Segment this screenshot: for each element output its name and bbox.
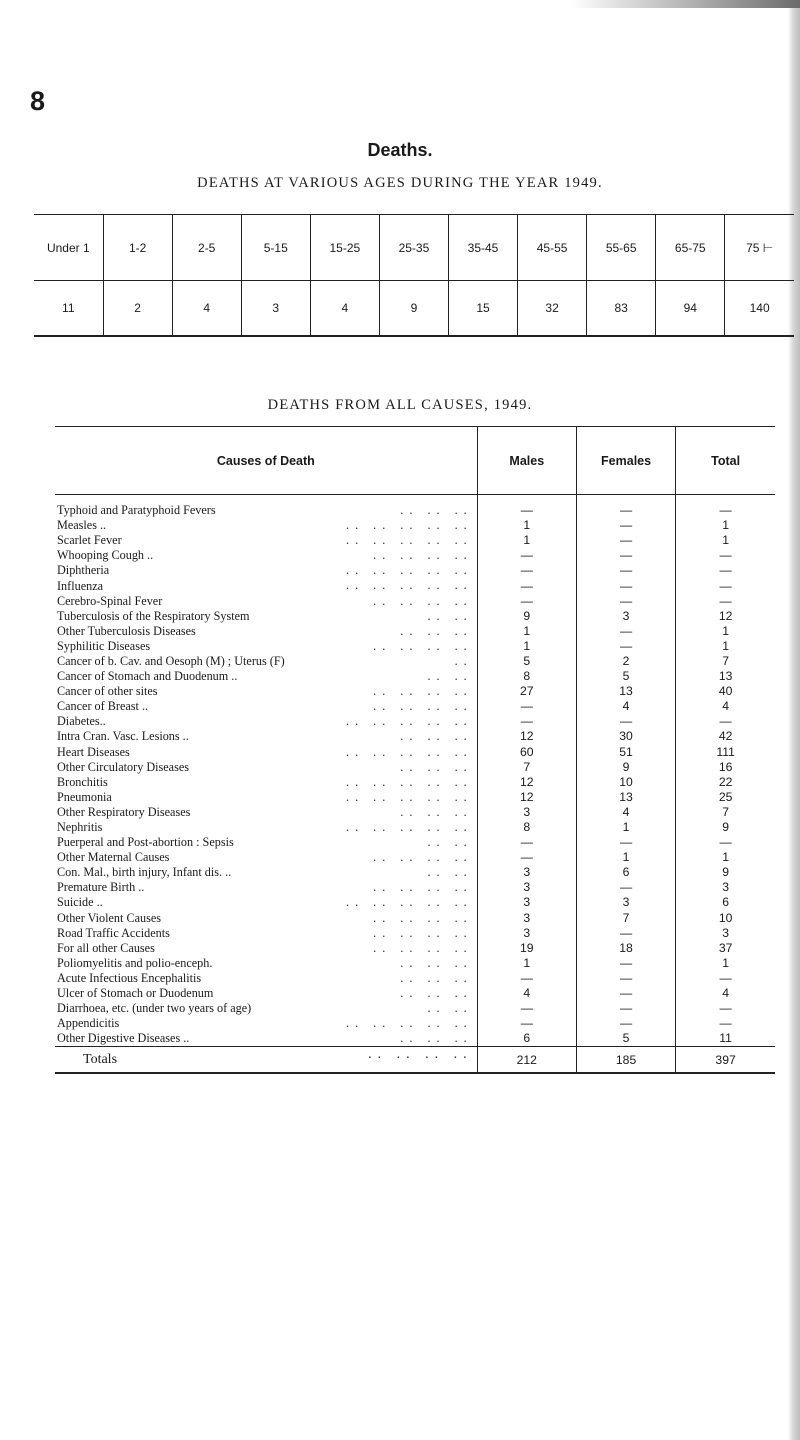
cell-total: 13: [676, 669, 775, 684]
age-group-header: 25-35: [379, 215, 448, 281]
leader-dots: .. .. ..: [396, 986, 472, 1001]
cell-total: 3: [676, 926, 775, 941]
cell-total: 1: [676, 518, 775, 533]
table-row: [55, 654, 775, 669]
cause-label: Diabetes..: [57, 714, 106, 729]
cell-males: 3: [477, 895, 576, 910]
cause-label: Intra Cran. Vasc. Lesions ..: [57, 729, 189, 744]
cell-females: 4: [576, 805, 675, 820]
cause-cell: [55, 971, 477, 986]
cause-cell: [55, 790, 477, 805]
leader-dots: .. .. ..: [396, 760, 472, 775]
cause-cell: [55, 669, 477, 684]
table-row: [55, 850, 775, 865]
cause-cell: [55, 503, 477, 518]
cause-label: Other Violent Causes: [57, 910, 161, 925]
cause-cell: [55, 941, 477, 956]
cause-cell: [55, 895, 477, 910]
cell-total: 10: [676, 911, 775, 926]
cause-cell: [55, 880, 477, 895]
cell-males: 1: [477, 624, 576, 639]
cause-cell: [55, 639, 477, 654]
cause-label: Poliomyelitis and polio-enceph.: [57, 955, 213, 970]
cell-total: —: [676, 1001, 775, 1016]
cell-females: —: [576, 624, 675, 639]
cell-females: —: [576, 835, 675, 850]
cell-females: —: [576, 533, 675, 548]
cause-label: Influenza: [57, 578, 104, 593]
cell-females: —: [576, 1001, 675, 1016]
age-group-count-row: [34, 281, 794, 336]
cause-label: Other Digestive Diseases ..: [57, 1031, 190, 1046]
totals-label-cell: [55, 1047, 477, 1073]
cause-cell: [55, 684, 477, 699]
age-group-count: 15: [448, 281, 517, 336]
header-total: Total: [676, 427, 775, 495]
header-males: Males: [477, 427, 576, 495]
cell-females: 1: [576, 850, 675, 865]
leader-dots: .. .. .. .. ..: [342, 1016, 473, 1031]
age-group-count: 83: [587, 281, 656, 336]
age-group-count: 140: [725, 281, 794, 336]
cause-label: Measles ..: [57, 518, 107, 533]
cause-label: Appendicitis: [57, 1016, 120, 1031]
leader-dots: .. .. .. ..: [369, 699, 473, 714]
cell-total: —: [676, 594, 775, 609]
cause-label: Premature Birth ..: [57, 880, 145, 895]
cause-cell: [55, 835, 477, 850]
cell-females: 13: [576, 790, 675, 805]
cause-label: Cancer of other sites: [57, 684, 158, 699]
table-row: [55, 639, 775, 654]
cell-total: —: [676, 578, 775, 593]
cell-females: 1: [576, 820, 675, 835]
cell-females: 10: [576, 775, 675, 790]
cell-females: 2: [576, 654, 675, 669]
cause-label: For all other Causes: [57, 940, 155, 955]
cause-label: Other Circulatory Diseases: [57, 759, 189, 774]
table-row: [55, 1001, 775, 1016]
leader-dots: .. .. .. .. ..: [342, 714, 473, 729]
table-row: [55, 533, 775, 548]
cell-females: 9: [576, 760, 675, 775]
cell-males: 12: [477, 729, 576, 744]
cell-total: 1: [676, 639, 775, 654]
age-group-count: 4: [310, 281, 379, 336]
cell-females: —: [576, 563, 675, 578]
leader-dots: .. .. .. .. ..: [342, 820, 473, 835]
age-group-header: 75 ⊢: [725, 215, 794, 281]
table-row: [55, 669, 775, 684]
cause-cell: [55, 714, 477, 729]
table-row: [55, 563, 775, 578]
cause-label: Typhoid and Paratyphoid Fevers: [57, 503, 216, 518]
cell-males: —: [477, 1001, 576, 1016]
table-row: [55, 895, 775, 910]
cell-males: —: [477, 971, 576, 986]
age-group-header: 2-5: [172, 215, 241, 281]
table-row: [55, 760, 775, 775]
age-group-count: 9: [379, 281, 448, 336]
cause-label: Other Tuberculosis Diseases: [57, 623, 196, 638]
cell-females: —: [576, 714, 675, 729]
cell-males: 8: [477, 820, 576, 835]
cause-label: Road Traffic Accidents: [57, 925, 170, 940]
cell-males: —: [477, 835, 576, 850]
age-group-header: 1-2: [103, 215, 172, 281]
cell-females: —: [576, 956, 675, 971]
cause-label: Cancer of b. Cav. and Oesoph (M) ; Uterus (F): [57, 653, 285, 668]
header-cause: Causes of Death: [216, 453, 315, 468]
cell-females: —: [576, 986, 675, 1001]
cell-males: —: [477, 503, 576, 518]
cause-cell: [55, 654, 477, 669]
cell-total: 7: [676, 654, 775, 669]
table-row: [55, 805, 775, 820]
totals-total: 397: [676, 1047, 775, 1073]
cause-cell: [55, 533, 477, 548]
age-group-header: 45-55: [518, 215, 587, 281]
cell-females: 5: [576, 669, 675, 684]
cell-females: 13: [576, 684, 675, 699]
cause-label: Diphtheria: [57, 563, 110, 578]
cause-label: Diarrhoea, etc. (under two years of age): [57, 1001, 252, 1016]
age-group-header: 65-75: [656, 215, 725, 281]
age-group-count: 2: [103, 281, 172, 336]
cell-females: —: [576, 548, 675, 563]
table-row: [55, 971, 775, 986]
leader-dots: .. .. ..: [396, 1031, 472, 1046]
cell-total: —: [676, 971, 775, 986]
age-group-header: Under 1: [46, 240, 90, 255]
cell-total: 42: [676, 729, 775, 744]
cell-males: 1: [477, 639, 576, 654]
cause-cell: [55, 775, 477, 790]
leader-dots: .. .. .. ..: [369, 926, 473, 941]
cause-cell: [55, 563, 477, 578]
leader-dots: .. .. .. ..: [369, 880, 473, 895]
cell-total: —: [676, 835, 775, 850]
table-row: [55, 594, 775, 609]
table-row: [55, 926, 775, 941]
totals-females: 185: [576, 1047, 675, 1073]
ages-table-heading: DEATHS AT VARIOUS AGES DURING THE YEAR 1949.: [197, 175, 603, 191]
cell-total: 16: [676, 760, 775, 775]
cell-males: 9: [477, 609, 576, 624]
leader-dots: .. .. .. .. ..: [342, 895, 473, 910]
leader-dots: .. .. .. ..: [369, 548, 473, 563]
age-group-count: 4: [172, 281, 241, 336]
cell-males: —: [477, 594, 576, 609]
cell-total: 6: [676, 895, 775, 910]
table-row: [55, 624, 775, 639]
cause-cell: [55, 1016, 477, 1031]
cell-females: 18: [576, 941, 675, 956]
cell-males: 3: [477, 865, 576, 880]
age-group-header: 35-45: [448, 215, 517, 281]
table-row: [55, 518, 775, 533]
table-row: [55, 865, 775, 880]
cell-males: —: [477, 714, 576, 729]
cell-total: 11: [676, 1031, 775, 1047]
causes-table-body: [55, 495, 775, 1047]
table-row: [55, 699, 775, 714]
cause-cell: [55, 699, 477, 714]
leader-dots: .. ..: [423, 669, 472, 684]
cause-label: Con. Mal., birth injury, Infant dis. ..: [57, 865, 232, 880]
cell-males: 19: [477, 941, 576, 956]
leader-dots: .. .. ..: [396, 729, 472, 744]
leader-dots: .. .. ..: [396, 624, 472, 639]
table-row: [55, 790, 775, 805]
table-row: [55, 835, 775, 850]
cause-label: Other Respiratory Diseases: [57, 804, 191, 819]
cause-label: Whooping Cough ..: [57, 548, 154, 563]
cell-males: 3: [477, 805, 576, 820]
cell-females: 7: [576, 911, 675, 926]
leader-dots: ..: [451, 654, 473, 669]
cell-total: —: [676, 1016, 775, 1031]
table-spacer: [55, 495, 775, 504]
table-row: [55, 609, 775, 624]
cause-cell: [55, 624, 477, 639]
cell-females: —: [576, 594, 675, 609]
table-row: [55, 503, 775, 518]
cell-total: —: [676, 563, 775, 578]
cell-males: 3: [477, 926, 576, 941]
leader-dots: .. .. .. ..: [369, 684, 473, 699]
cell-females: —: [576, 926, 675, 941]
cell-total: 1: [676, 624, 775, 639]
leader-dots: .. .. .. .. ..: [342, 533, 473, 548]
leader-dots: .. .. ..: [396, 805, 472, 820]
cause-label: Syphilitic Diseases: [57, 638, 151, 653]
cause-label: Ulcer of Stomach or Duodenum: [57, 986, 214, 1001]
table-row: [55, 548, 775, 563]
leader-dots: .. .. .. ..: [369, 941, 473, 956]
leader-dots: .. .. .. ..: [369, 639, 473, 654]
cause-label: Bronchitis: [57, 774, 108, 789]
age-group-header: 5-15: [241, 215, 310, 281]
cause-cell: [55, 986, 477, 1001]
table-row: [55, 911, 775, 926]
leader-dots: .. .. .. .. ..: [342, 745, 473, 760]
cause-label: Heart Diseases: [57, 744, 130, 759]
page-title: Deaths.: [367, 140, 433, 160]
cause-cell: [55, 850, 477, 865]
cell-males: 5: [477, 654, 576, 669]
cell-total: 9: [676, 865, 775, 880]
age-group-count: 94: [656, 281, 725, 336]
cell-total: 1: [676, 533, 775, 548]
cell-females: —: [576, 578, 675, 593]
cell-females: 3: [576, 609, 675, 624]
cell-total: 7: [676, 805, 775, 820]
cell-males: 12: [477, 775, 576, 790]
cause-cell: [55, 805, 477, 820]
table-row: [55, 941, 775, 956]
cause-label: Puerperal and Post-abortion : Sepsis: [57, 835, 234, 850]
table-row: [55, 578, 775, 593]
cause-cell: [55, 911, 477, 926]
cell-total: 4: [676, 986, 775, 1001]
cell-females: 6: [576, 865, 675, 880]
cell-males: —: [477, 563, 576, 578]
leader-dots: .. ..: [423, 609, 472, 624]
cell-total: —: [676, 548, 775, 563]
cause-label: Cancer of Stomach and Duodenum ..: [57, 669, 238, 684]
leader-dots: .. .. .. ..: [369, 594, 473, 609]
cell-females: —: [576, 1016, 675, 1031]
deaths-by-age-table: [34, 214, 794, 337]
table-row: [55, 745, 775, 760]
cell-females: —: [576, 503, 675, 518]
cause-label: Acute Infectious Encephalitis: [57, 970, 202, 985]
table-row: [55, 729, 775, 744]
cause-label: Other Maternal Causes: [57, 850, 170, 865]
cell-males: 27: [477, 684, 576, 699]
cell-males: —: [477, 850, 576, 865]
cell-females: —: [576, 880, 675, 895]
age-group-count: 11: [62, 300, 75, 315]
cell-females: 5: [576, 1031, 675, 1047]
causes-table-heading: DEATHS FROM ALL CAUSES, 1949.: [267, 397, 533, 413]
table-row: [55, 775, 775, 790]
cell-females: —: [576, 639, 675, 654]
cell-males: —: [477, 699, 576, 714]
cell-males: 3: [477, 880, 576, 895]
cause-cell: [55, 578, 477, 593]
cause-cell: [55, 926, 477, 941]
cell-males: 4: [477, 986, 576, 1001]
cause-label: Scarlet Fever: [57, 533, 122, 548]
page-number: 8: [30, 86, 46, 116]
cause-label: Tuberculosis of the Respiratory System: [57, 608, 250, 623]
cell-total: 3: [676, 880, 775, 895]
cell-males: 1: [477, 956, 576, 971]
cell-females: 51: [576, 745, 675, 760]
cell-males: 60: [477, 745, 576, 760]
cell-females: —: [576, 971, 675, 986]
cell-total: 1: [676, 956, 775, 971]
cell-males: 3: [477, 911, 576, 926]
cell-females: 4: [576, 699, 675, 714]
age-group-header: 15-25: [310, 215, 379, 281]
leader-dots: .. ..: [423, 1001, 472, 1016]
cell-males: —: [477, 1016, 576, 1031]
cell-males: 8: [477, 669, 576, 684]
cell-total: 40: [676, 684, 775, 699]
header-females: Females: [576, 427, 675, 495]
totals-males: 212: [477, 1047, 576, 1073]
deaths-by-cause-table: [55, 426, 775, 1074]
cell-total: 22: [676, 775, 775, 790]
causes-header-row: [55, 427, 775, 495]
cause-label: Suicide ..: [57, 895, 103, 910]
table-row: [55, 684, 775, 699]
totals-row: [55, 1047, 775, 1073]
cell-females: —: [576, 518, 675, 533]
cell-total: —: [676, 503, 775, 518]
age-group-header: 55-65: [587, 215, 656, 281]
leader-dots: .. .. .. .. ..: [342, 775, 473, 790]
leader-dots: .. .. ..: [396, 503, 472, 518]
cell-total: 12: [676, 609, 775, 624]
cause-cell: [55, 865, 477, 880]
table-row: [55, 986, 775, 1001]
cause-cell: [55, 956, 477, 971]
leader-dots: .. .. .. .. ..: [342, 790, 473, 805]
leader-dots: .. .. ..: [396, 956, 472, 971]
cause-cell: [55, 1001, 477, 1016]
table-row: [55, 820, 775, 835]
cell-males: 12: [477, 790, 576, 805]
cell-total: 1: [676, 850, 775, 865]
cell-total: 9: [676, 820, 775, 835]
cell-females: 30: [576, 729, 675, 744]
cell-males: 1: [477, 533, 576, 548]
leader-dots: .. .. .. .. ..: [342, 518, 473, 533]
cause-cell: [55, 518, 477, 533]
cell-males: —: [477, 578, 576, 593]
age-group-count: 3: [241, 281, 310, 336]
totals-label: Totals: [83, 1051, 118, 1067]
table-row: [55, 1031, 775, 1047]
leader-dots: .. .. .. ..: [364, 1047, 473, 1063]
scan-top-edge: [570, 0, 800, 8]
table-row: [55, 1016, 775, 1031]
cause-label: Cerebro-Spinal Fever: [57, 593, 163, 608]
cause-label: Nephritis: [57, 820, 103, 835]
cause-cell: [55, 820, 477, 835]
leader-dots: .. .. ..: [396, 971, 472, 986]
table-row: [55, 714, 775, 729]
leader-dots: .. .. .. ..: [369, 911, 473, 926]
cell-males: 1: [477, 518, 576, 533]
cause-cell: [55, 594, 477, 609]
cell-males: 6: [477, 1031, 576, 1047]
cause-cell: [55, 760, 477, 775]
cell-total: 25: [676, 790, 775, 805]
table-row: [55, 880, 775, 895]
leader-dots: .. .. .. .. ..: [342, 563, 473, 578]
cause-cell: [55, 609, 477, 624]
leader-dots: .. ..: [423, 865, 472, 880]
table-row: [55, 956, 775, 971]
cause-cell: [55, 745, 477, 760]
age-group-count: 32: [518, 281, 587, 336]
cause-cell: [55, 1031, 477, 1047]
cell-females: 3: [576, 895, 675, 910]
cell-total: —: [676, 714, 775, 729]
age-group-header-row: [34, 215, 794, 281]
cell-total: 4: [676, 699, 775, 714]
cause-cell: [55, 729, 477, 744]
cell-total: 111: [676, 745, 775, 760]
cause-cell: [55, 548, 477, 563]
cell-total: 37: [676, 941, 775, 956]
cell-males: —: [477, 548, 576, 563]
cause-label: Cancer of Breast ..: [57, 699, 149, 714]
leader-dots: .. .. .. ..: [369, 850, 473, 865]
cell-males: 7: [477, 760, 576, 775]
cause-label: Pneumonia: [57, 789, 112, 804]
leader-dots: .. .. .. .. ..: [342, 578, 473, 593]
leader-dots: .. ..: [423, 835, 472, 850]
